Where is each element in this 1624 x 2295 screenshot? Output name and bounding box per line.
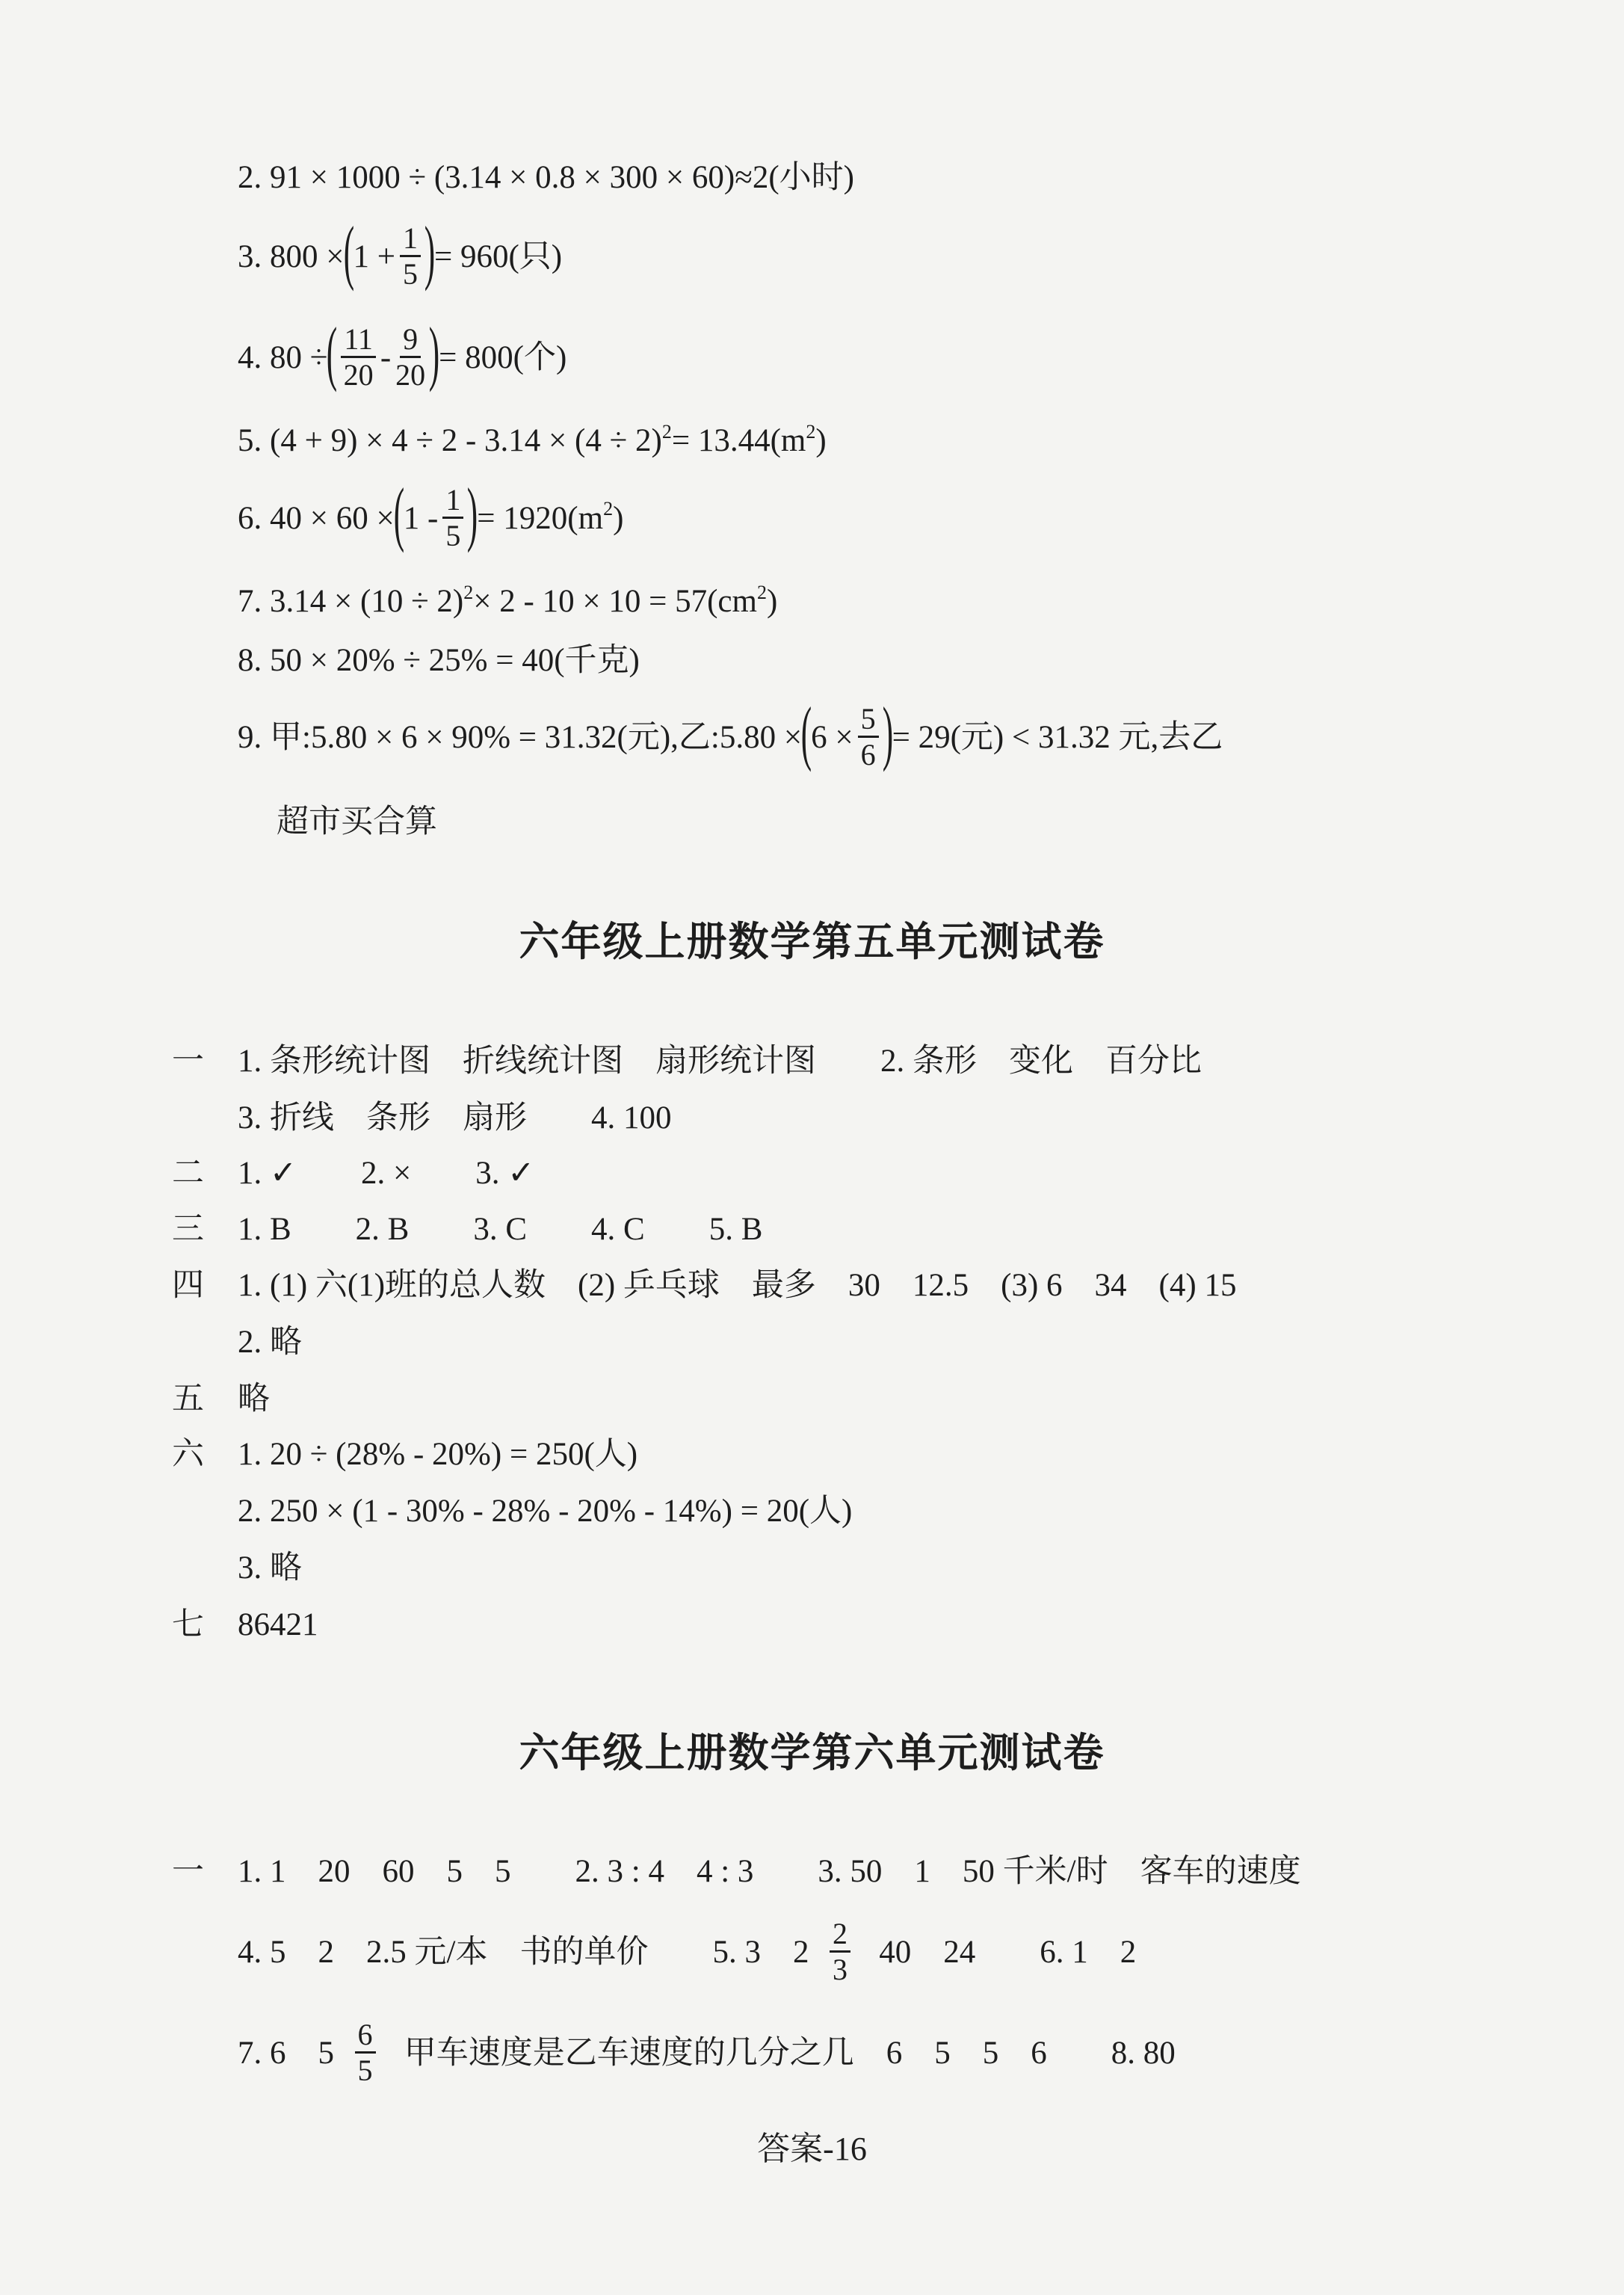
unit5-s1-line1: 1. 条形统计图 折线统计图 扇形统计图 2. 条形 变化 百分比 [238,1044,1202,1079]
answer-q4: 4. 80 ÷ ( $\frac{11}{20}$ - $\frac{9}{20}$ ) = 800(个) [238,312,567,392]
unit5-s1-line2: 3. 折线 条形 扇形 4. 100 [238,1100,672,1136]
unit6-line3: 7. 6 5 $\frac{6}{5}$ 甲车速度是乙车速度的几分之几 6 5 5 6 8. 80 [238,2018,1176,2087]
answer-q6: 6. 40 × 60 × ( 1 - $\frac{1}{5}$ ) = 1920(m $^2$ ) [238,473,624,553]
answer-q7: 7. 3.14 × (10 ÷ 2) $^2$ × 2 - 10 × 10 = 57(cm $^2$ ) [238,581,778,619]
unit6-title: 六年级上册数学第六单元测试卷 [519,1729,1105,1776]
unit6-line2: 4. 5 2 2.5 元/本 书的单价 5. 3 2 $\frac{2}{3}$ 40 24 6. 1 2 [238,1917,1137,1986]
unit6-section-label: 一 [172,1854,204,1889]
unit5-s6-line2: 2. 250 × (1 - 30% - 28% - 20% - 14%) = 20(人) [238,1494,853,1529]
answer-q5: 5. (4 + 9) × 4 ÷ 2 - 3.14 × (4 ÷ 2) $^2$ = 13.44(m $^2$ ) [238,420,827,458]
answer-q8: 8. 50 × 20% ÷ 25% = 40(千克) [238,643,640,678]
unit5-s6-line3: 3. 略 [238,1550,302,1586]
unit6-line1: 1. 1 20 60 5 5 2. 3 : 4 4 : 3 3. 50 1 50 千米/时 客车的速度 [238,1854,1301,1889]
unit5-section-label: 二 [172,1156,204,1191]
unit5-title: 六年级上册数学第五单元测试卷 [519,918,1105,965]
unit5-s2: 1. ✓ 2. × 3. ✓ [238,1156,535,1191]
answer-q3: 3. 800 × ( 1 + $\frac{1}{5}$ ) = 960(只) [238,212,563,292]
page-footer: 答案-16 [757,2131,867,2167]
unit5-section-label: 三 [172,1212,204,1247]
unit5-s3: 1. B 2. B 3. C 4. C 5. B [238,1212,763,1247]
unit5-s5: 略 [238,1381,270,1417]
unit5-s4-line1: 1. (1) 六(1)班的总人数 (2) 乒乓球 最多 30 12.5 (3) 6 34 (4) 15 [238,1268,1237,1303]
unit5-s4-line2: 2. 略 [238,1325,302,1360]
answer-q9: 9. 甲:5.80 × 6 × 90% = 31.32(元),乙:5.80 × ( 6 × $\frac{5}{6}$ ) = 29(元) < 31.32 元,去乙 [238,692,1223,772]
unit5-section-label: 六 [172,1437,204,1472]
unit5-s6-line1: 1. 20 ÷ (28% - 20%) = 250(人) [238,1437,638,1472]
answer-q9-continued: 超市买合算 [277,804,437,840]
unit5-s7: 86421 [238,1607,318,1642]
unit5-section-label: 七 [172,1607,204,1642]
unit5-section-label: 四 [172,1268,204,1303]
answer-q2: 2. 91 × 1000 ÷ (3.14 × 0.8 × 300 × 60)≈2(小时) [238,160,854,195]
unit5-section-label: 五 [172,1381,204,1417]
unit5-section-label: 一 [172,1044,204,1079]
